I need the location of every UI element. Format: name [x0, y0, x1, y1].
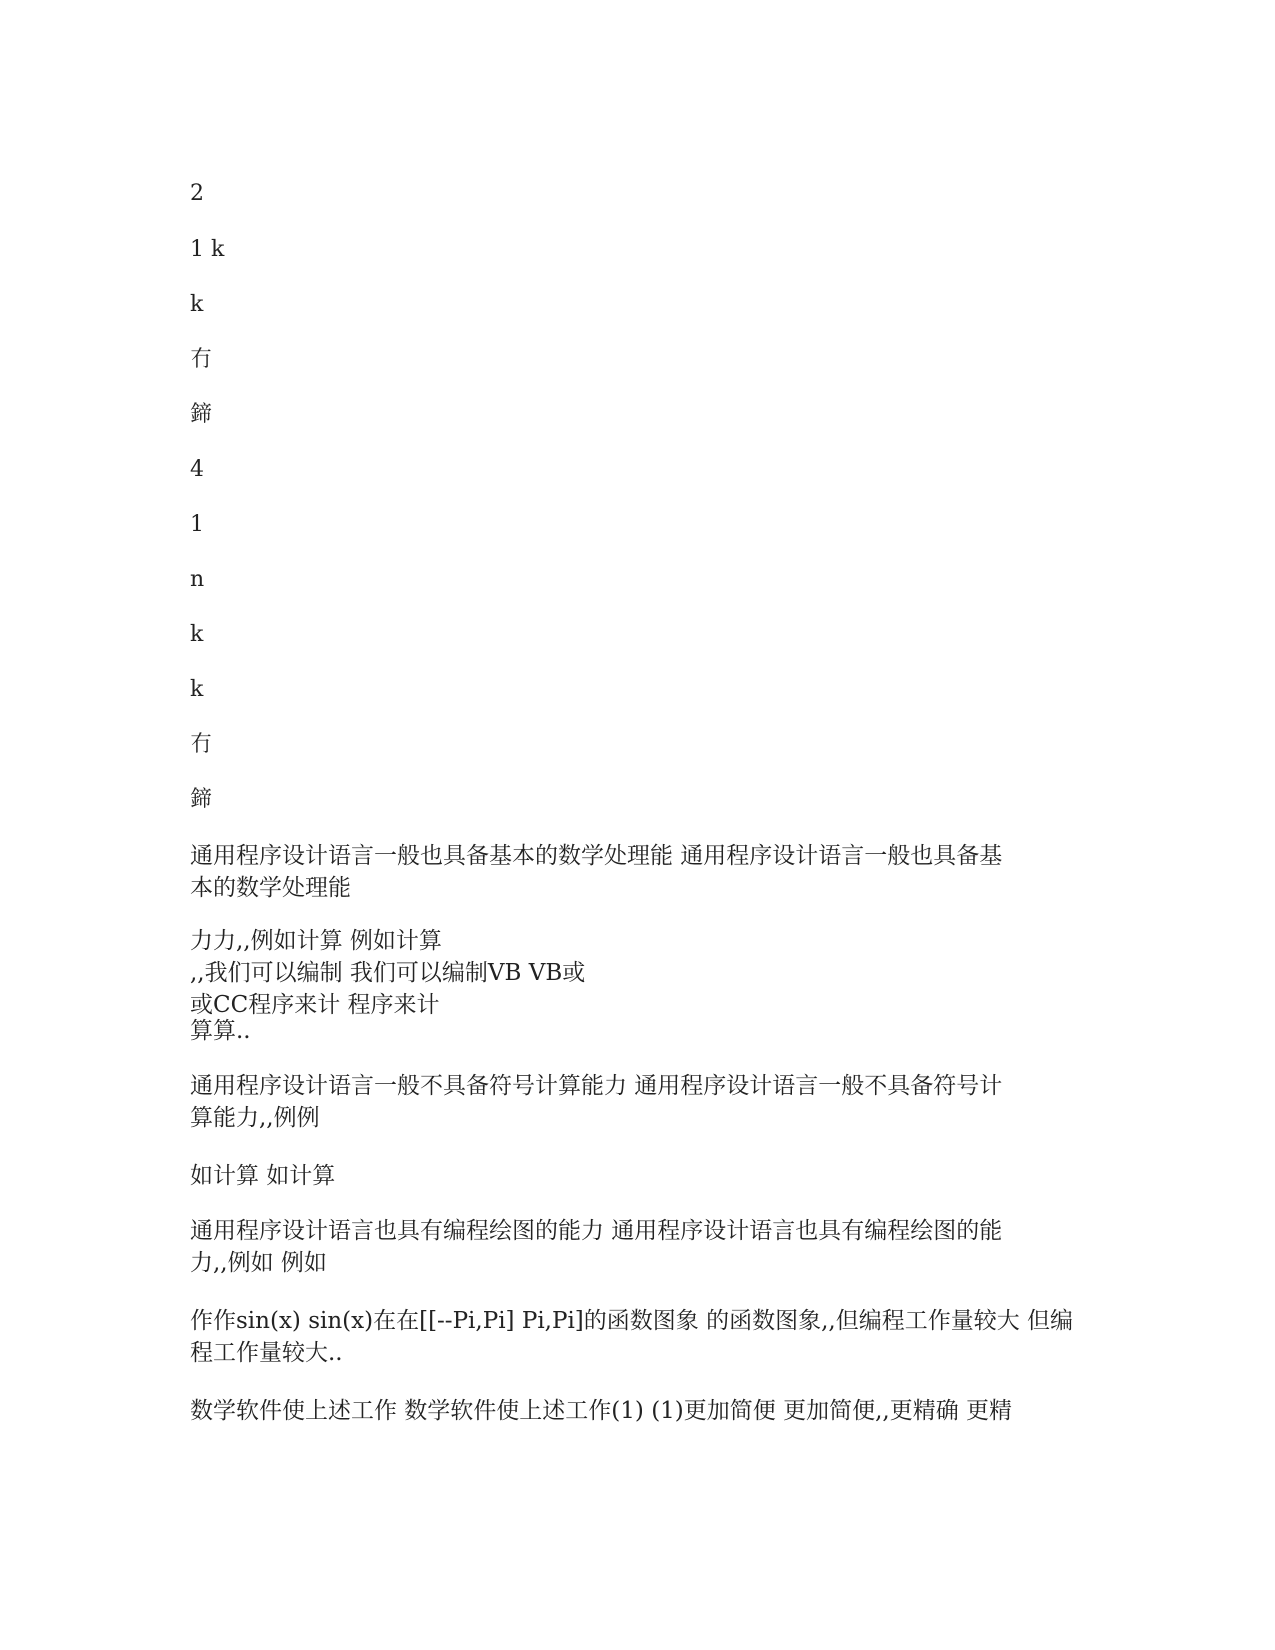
paragraph-line: 算能力,,例例 — [190, 1105, 320, 1131]
paragraph-line: 通用程序设计语言一般不具备符号计算能力 通用程序设计语言一般不具备符号计 — [190, 1073, 1003, 1099]
fragment-text: 鍗 — [190, 402, 213, 427]
paragraph — [190, 1015, 1090, 1047]
paragraph-line: 通用程序设计语言也具有编程绘图的能力 通用程序设计语言也具有编程绘图的能 — [190, 1218, 1003, 1244]
fragment-text: 鍗 — [190, 787, 213, 812]
paragraph-line-right: ,,我们可以编制 我们可以编制VB VB或 — [190, 960, 586, 986]
fragment-text: k — [190, 292, 204, 317]
paragraph-line: 本的数学处理能 — [190, 875, 351, 901]
paragraph-line: 程工作量较大.. — [190, 1340, 343, 1366]
paragraph-line: 作作sin(x) sin(x)在在[[--Pi,Pi] Pi,Pi]的函数图象 的函数图象,,但编程工作量较大 但编 — [190, 1308, 1074, 1334]
paragraph-line: 算算.. — [190, 1018, 251, 1044]
fragment-text: 冇 — [190, 347, 213, 372]
paragraph — [190, 925, 1090, 1021]
fragment-text: 2 — [190, 181, 204, 206]
paragraph — [190, 1070, 1090, 1134]
paragraph-line: 或CC程序来计 程序来计 — [190, 992, 440, 1018]
paragraph — [190, 840, 1090, 904]
fragment-text: k — [190, 622, 204, 647]
paragraph-line: 通用程序设计语言一般也具备基本的数学处理能 通用程序设计语言一般也具备基 — [190, 843, 1003, 869]
fragment-text: 冇 — [190, 732, 213, 757]
fragment-text: 4 — [190, 457, 204, 482]
paragraph-line: 如计算 如计算 — [190, 1163, 336, 1189]
fragment-text: k — [190, 677, 204, 702]
fragment-text: 1 — [190, 512, 204, 537]
fragment-text: 1 k — [190, 237, 225, 262]
paragraph — [190, 1305, 1090, 1369]
paragraph-line: 数学软件使上述工作 数学软件使上述工作(1) (1)更加简便 更加简便,,更精确 更精 — [190, 1398, 1013, 1424]
paragraph-line-split — [190, 925, 1090, 989]
paragraph — [190, 1395, 1090, 1427]
paragraph-line: 力,,例如 例如 — [190, 1250, 327, 1276]
fragment-text: n — [190, 567, 205, 592]
paragraph — [190, 1160, 1090, 1192]
paragraph — [190, 1215, 1090, 1279]
paragraph-line-left: 力力,,例如计算 例如计算 — [190, 928, 442, 954]
